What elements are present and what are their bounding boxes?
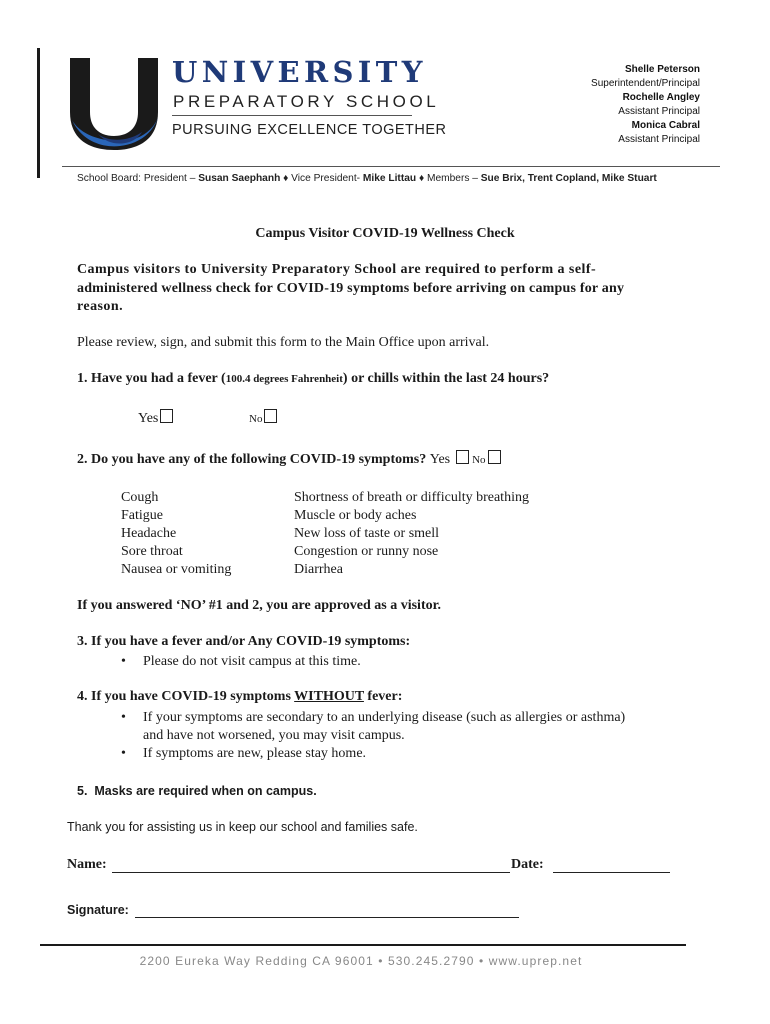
symptom-item: Shortness of breath or difficulty breathing	[294, 490, 529, 505]
staff-name: Monica Cabral	[631, 120, 700, 131]
staff-name: Shelle Peterson	[624, 64, 700, 75]
symptom-item: Cough	[121, 490, 159, 505]
symptom-item: Nausea or vomiting	[121, 562, 232, 577]
q2-yes-option[interactable]	[430, 452, 469, 467]
symptom-item: New loss of taste or smell	[294, 526, 440, 541]
q1-no-option[interactable]	[249, 409, 277, 427]
header-divider	[62, 166, 720, 167]
date-label: Date:	[511, 857, 544, 872]
symptom-item: Diarrhea	[294, 562, 343, 577]
q1-no-checkbox[interactable]	[264, 409, 277, 423]
school-logo-icon	[68, 50, 160, 152]
intro-line: reason.	[77, 299, 124, 314]
q2-no-option[interactable]	[472, 454, 500, 466]
symptom-item: Muscle or body aches	[294, 508, 417, 523]
staff-name: Rochelle Angley	[622, 92, 700, 103]
name-label: Name:	[67, 857, 107, 872]
board-members: Sue Brix, Trent Copland, Mike Stuart	[480, 173, 657, 184]
q1-temp: 100.4 degrees Fahrenheit	[225, 373, 343, 385]
q1-prefix: 1. Have you had a fever (	[77, 371, 226, 386]
question-5	[77, 784, 317, 798]
logo-divider	[172, 115, 412, 116]
q4-bullet-2: • If symptoms are new, please stay home.	[143, 745, 366, 763]
q1-suffix: ) or chills within the last 24 hours?	[342, 371, 550, 386]
intro-line: administered wellness check for COVID-19 symptoms before arriving on campus for any	[77, 281, 625, 296]
staff-title: Assistant Principal	[618, 106, 700, 117]
board-president: Susan Saephanh	[198, 173, 281, 184]
q1-yes-label: Yes	[138, 411, 159, 426]
q4-bullet-1-continued: and have not worsened, you may visit campus.	[143, 728, 405, 743]
date-field[interactable]	[553, 858, 670, 873]
signature-field[interactable]	[135, 904, 519, 918]
board-sep: ♦ Members –	[416, 173, 481, 184]
symptom-item: Congestion or runny nose	[294, 544, 439, 559]
q1-yes-checkbox[interactable]	[160, 409, 173, 423]
question-3: 3. If you have a fever and/or Any COVID-19 symptoms:	[77, 634, 411, 649]
q5-number: 5.	[77, 784, 88, 798]
question-2	[77, 450, 501, 468]
q1-yes-option[interactable]	[138, 409, 173, 427]
q1-no-label: No	[249, 413, 263, 425]
school-name: UNIVERSITY	[172, 55, 427, 89]
q4-emphasis: WITHOUT	[294, 689, 364, 704]
q5-text: Masks are required when on campus.	[94, 784, 317, 798]
name-field[interactable]	[112, 858, 510, 873]
school-board-line	[77, 173, 657, 184]
q2-no-checkbox[interactable]	[488, 450, 501, 464]
footer-address: 2200 Eureka Way Redding CA 96001 • 530.245.2790 • www.uprep.net	[139, 954, 583, 968]
intro-line: Campus visitors to University Preparatory School are required to perform a self-	[77, 262, 597, 277]
question-4	[77, 689, 402, 705]
symptom-item: Fatigue	[121, 508, 163, 523]
q2-no-label: No	[472, 454, 486, 466]
board-sep: ♦ Vice President-	[280, 173, 363, 184]
q4-prefix: 4. If you have COVID-19 symptoms	[77, 689, 295, 704]
approved-statement: If you answered ‘NO’ #1 and 2, you are approved as a visitor.	[77, 598, 442, 613]
q3-bullet: • Please do not visit campus at this time.	[143, 653, 361, 671]
q4-suffix: fever:	[363, 689, 403, 704]
staff-list	[591, 63, 700, 147]
thanks-text: Thank you for assisting us in keep our school and families safe.	[67, 820, 418, 834]
q2-yes-label: Yes	[429, 452, 451, 467]
school-tagline: PURSUING EXCELLENCE TOGETHER	[172, 122, 447, 138]
symptom-item: Sore throat	[121, 544, 183, 559]
question-1	[77, 371, 549, 387]
instruction-text: Please review, sign, and submit this form to the Main Office upon arrival.	[77, 335, 490, 350]
board-prefix: School Board: President –	[77, 173, 199, 184]
signature-label: Signature:	[67, 903, 129, 917]
q2-text: 2. Do you have any of the following COVID-19 symptoms?	[77, 452, 427, 467]
board-vice-president: Mike Littau	[362, 173, 417, 184]
staff-title: Assistant Principal	[618, 134, 700, 145]
q4-bullet-1: • If your symptoms are secondary to an underlying disease (such as allergies or asthma)	[143, 709, 625, 727]
footer-divider	[40, 944, 686, 946]
staff-title: Superintendent/Principal	[591, 78, 700, 89]
form-title: Campus Visitor COVID-19 Wellness Check	[255, 226, 515, 241]
left-margin-rule	[37, 48, 40, 178]
symptoms-right-column	[294, 489, 529, 579]
symptom-item: Headache	[121, 526, 177, 541]
symptoms-left-column	[121, 489, 231, 579]
school-subtitle: PREPARATORY SCHOOL	[173, 92, 440, 111]
q2-yes-checkbox[interactable]	[456, 450, 469, 464]
